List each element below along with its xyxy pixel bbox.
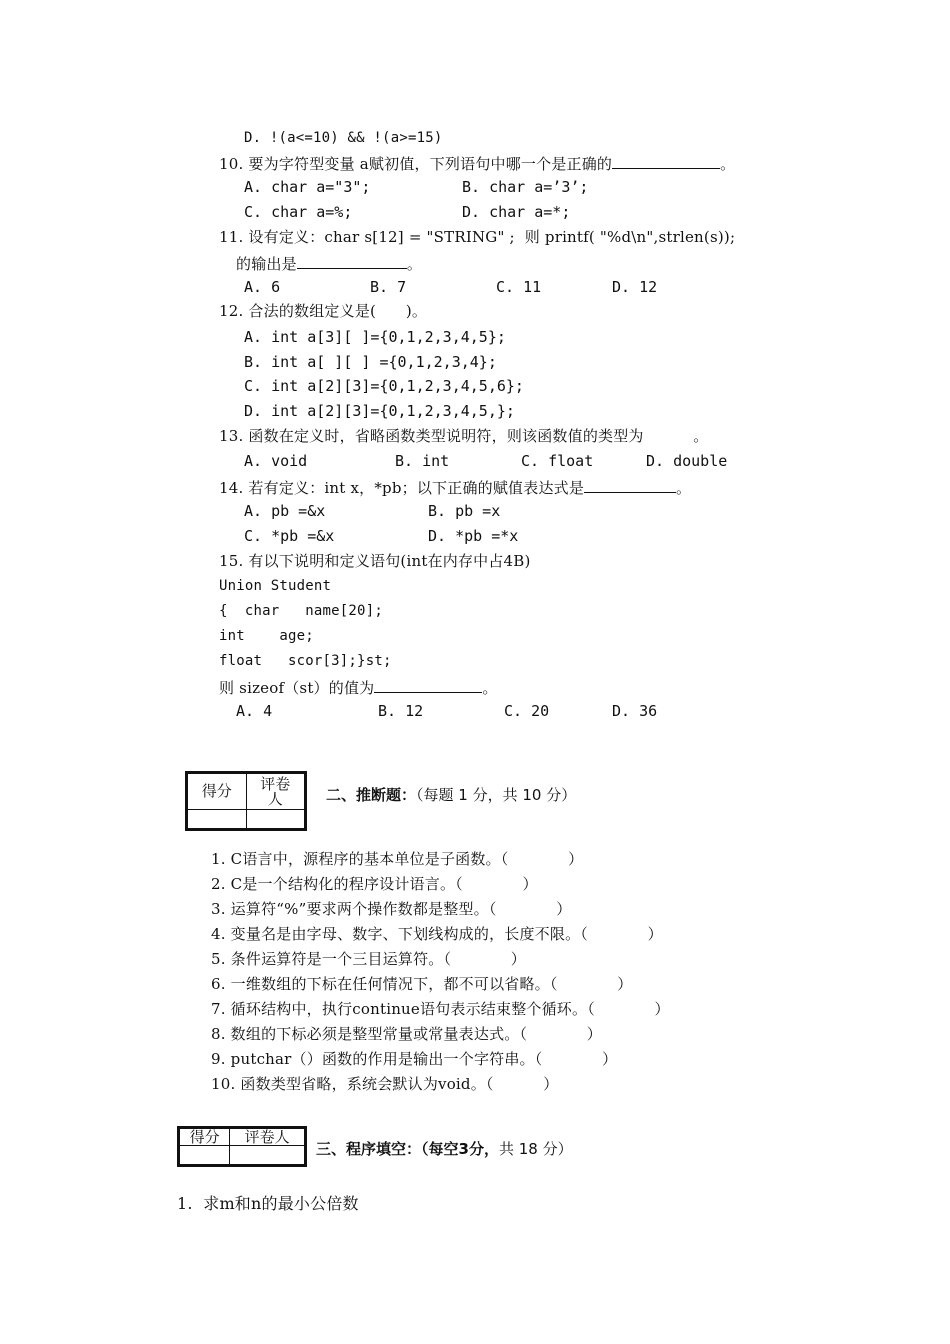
q10-option-c: C. char a=%; xyxy=(244,203,353,221)
q15-code-line-3: int age; xyxy=(219,628,314,644)
q10-option-b: B. char a=’3’; xyxy=(462,178,589,196)
judge-item-7: 7. 循环结构中，执行continue语句表示结束整个循环。（ ） xyxy=(211,1000,670,1018)
q14-option-d: D. *pb =*x xyxy=(428,527,519,545)
q11-option-b: B. 7 xyxy=(370,278,407,296)
program-question-1: 1. 求m和n的最小公倍数 xyxy=(177,1194,359,1213)
section-2-heading xyxy=(326,784,576,805)
q11-option-a: A. 6 xyxy=(244,278,281,296)
grader-cell[interactable] xyxy=(230,1146,305,1165)
judge-item-1: 1. C语言中，源程序的基本单位是子函数。（ ） xyxy=(211,850,584,868)
q15-end: 。 xyxy=(482,679,498,697)
q13-option-c: C. float xyxy=(521,452,594,470)
q12-option-d: D. int a[2][3]={0,1,2,3,4,5,}; xyxy=(244,402,515,420)
q14-option-a: A. pb =&x xyxy=(244,502,326,520)
judge-item-6: 6. 一维数组的下标在任何情况下，都不可以省略。（ ） xyxy=(211,975,633,993)
section-2-note: （每题 1 分，共 10 分） xyxy=(416,786,577,804)
q9-option-d: D. !(a<=10) && !(a>=15) xyxy=(244,130,443,146)
judge-item-3: 3. 运算符“%”要求两个操作数都是整型。（ ） xyxy=(211,900,572,918)
q13-option-a: A. void xyxy=(244,452,308,470)
q15-code-line-1: Union Student xyxy=(219,578,332,594)
q11-stem: 11. 设有定义：char s[12] = "STRING" ; 则 printf( "%d\n",strlen(s)); xyxy=(219,228,736,246)
q12-option-c: C. int a[2][3]={0,1,2,3,4,5,6}; xyxy=(244,377,524,395)
judge-item-9: 9. putchar（）函数的作用是输出一个字符串。（ ） xyxy=(211,1050,618,1068)
judge-item-2: 2. C是一个结构化的程序设计语言。（ ） xyxy=(211,875,538,893)
grader-cell[interactable] xyxy=(246,810,305,829)
section-3-heading xyxy=(316,1138,573,1159)
q13-stem: 13. 函数在定义时，省略函数类型说明符，则该函数值的类型为 。 xyxy=(219,427,709,445)
q11-option-c: C. 11 xyxy=(496,278,542,296)
judge-item-10: 10. 函数类型省略，系统会默认为void。（ ） xyxy=(211,1075,559,1093)
grader-label: 评卷人 xyxy=(230,1129,305,1146)
q15-option-a: A. 4 xyxy=(236,702,273,720)
judge-item-5: 5. 条件运算符是一个三目运算符。（ ） xyxy=(211,950,526,968)
score-label: 得分 xyxy=(180,1129,230,1146)
q13-option-d: D. double xyxy=(646,452,728,470)
q13-option-b: B. int xyxy=(395,452,450,470)
section-2-title: 二、推断题： xyxy=(326,786,417,804)
q12-stem: 12. 合法的数组定义是( )。 xyxy=(219,302,428,320)
q15-stem: 15. 有以下说明和定义语句(int在内存中占4B) xyxy=(219,552,531,570)
q10-blank xyxy=(612,152,720,169)
q10-text: 10. 要为字符型变量 a赋初值，下列语句中哪一个是正确的 xyxy=(219,155,613,173)
q14-text: 14. 若有定义：int x，*pb；以下正确的赋值表达式是 xyxy=(219,479,585,497)
q11-option-d: D. 12 xyxy=(612,278,658,296)
q15-option-d: D. 36 xyxy=(612,702,658,720)
q15-code-line-4: float scor[3];}st; xyxy=(219,653,392,669)
q11-stem-2 xyxy=(236,252,422,274)
section-3-note: 共 18 分） xyxy=(498,1140,573,1158)
q10-option-a: A. char a="3"; xyxy=(244,178,371,196)
section-3-title: 三、程序填空：（每空3分， xyxy=(316,1140,499,1158)
q10-stem xyxy=(219,152,735,174)
q14-end: 。 xyxy=(676,479,692,497)
q10-option-d: D. char a=*; xyxy=(462,203,571,221)
score-box-section-3 xyxy=(177,1126,307,1167)
q14-option-c: C. *pb =&x xyxy=(244,527,335,545)
score-label: 得分 xyxy=(188,774,247,810)
q15-blank xyxy=(374,676,482,693)
q10-end: 。 xyxy=(720,155,736,173)
score-cell[interactable] xyxy=(188,810,247,829)
judge-item-8: 8. 数组的下标必须是整型常量或常量表达式。（ ） xyxy=(211,1025,602,1043)
score-cell[interactable] xyxy=(180,1146,230,1165)
q15-option-c: C. 20 xyxy=(504,702,550,720)
q14-blank xyxy=(584,476,676,493)
q11-end: 。 xyxy=(406,255,423,273)
q14-option-b: B. pb =x xyxy=(428,502,501,520)
q11-text-2: 的输出是 xyxy=(236,255,297,273)
q15-text: 则 sizeof（st）的值为 xyxy=(219,679,375,697)
q12-option-b: B. int a[ ][ ] ={0,1,2,3,4}; xyxy=(244,353,497,371)
q15-question xyxy=(219,676,498,698)
q11-blank xyxy=(297,252,407,269)
score-box-section-2 xyxy=(185,771,307,831)
judge-item-4: 4. 变量名是由字母、数字、下划线构成的，长度不限。（ ） xyxy=(211,925,663,943)
q14-stem xyxy=(219,476,691,498)
q15-code-line-2: { char name[20]; xyxy=(219,603,383,619)
q12-option-a: A. int a[3][ ]={0,1,2,3,4,5}; xyxy=(244,328,506,346)
grader-label: 评卷 人 xyxy=(246,774,305,810)
q15-option-b: B. 12 xyxy=(378,702,424,720)
